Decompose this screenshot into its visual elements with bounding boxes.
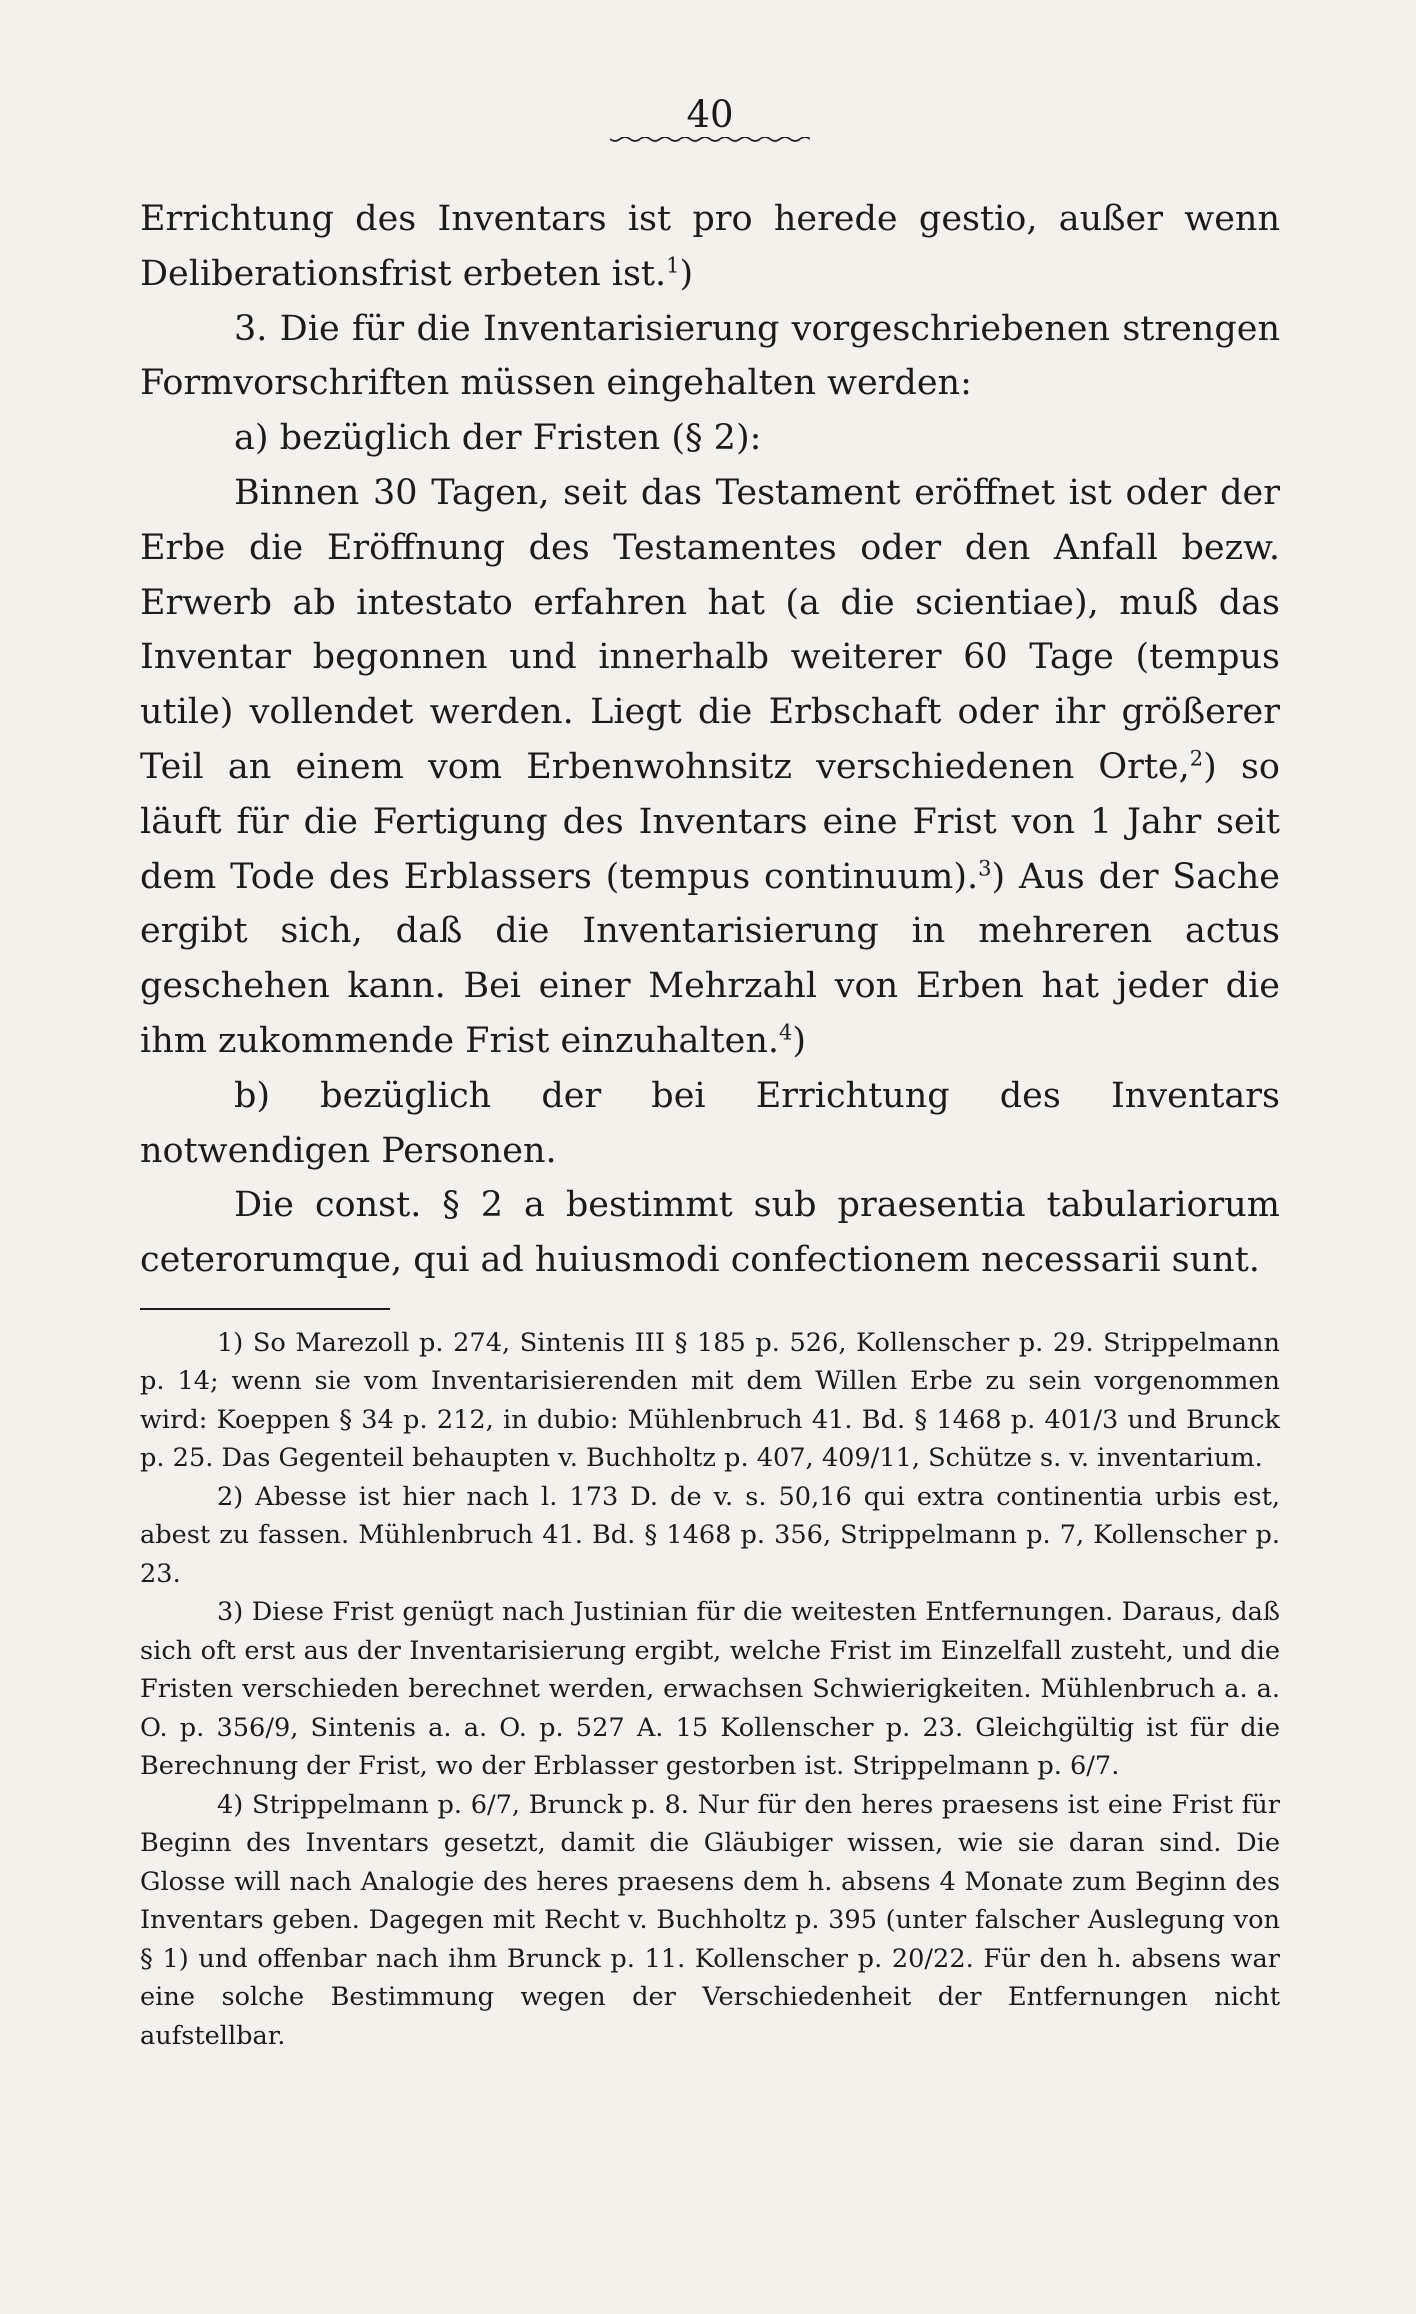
footnote-ref-2: 2	[1189, 746, 1204, 771]
paragraph-4-text: Binnen 30 Tagen, seit das Testament eröffnet ist oder der Erbe die Eröffnung des Testamentes oder den Anfall bezw. Erwerb ab intestato erfahren hat (a die scientiae), muß das Inventar begonnen und innerhalb weiterer 60 Tage (tempus utile) vollendet werden. Liegt die Erbschaft oder ihr größerer Teil an einem vom Erbenwohnsitz verschiedenen Orte,	[140, 472, 1280, 787]
paragraph-1-text: Errichtung des Inventars ist pro herede gestio, außer wenn Deliberationsfrist erbeten ist.	[140, 199, 1280, 294]
footnote-4: 4) Strippelmann p. 6/7, Brunck p. 8. Nur für den heres praesens ist eine Frist für Beginn des Inventars gesetzt, damit die Gläubiger wissen, wie sie daran sind. Die Glosse will nach Analogie des heres praesens dem h. absens 4 Monate zum Beginn des Inventars geben. Dagegen mit Recht v. Buchholtz p. 395 (unter falscher Auslegung von § 1) und offenbar nach ihm Brunck p. 11. Kollenscher p. 20/22. Für den h. absens war eine solche Bestimmung wegen der Verschiedenheit der Entfernungen nicht aufstellbar.	[140, 1789, 1280, 2051]
paragraph-4-tail-3: )	[792, 1020, 807, 1061]
footnote-2: 2) Abesse ist hier nach l. 173 D. de v. s. 50,16 qui extra continentia urbis est, abest zu fassen. Mühlenbruch 41. Bd. § 1468 p. 356, Strippelmann p. 7, Kollenscher p. 23.	[140, 1481, 1280, 1589]
footnote-ref-1: 1	[666, 253, 680, 278]
footnote-ref-4: 4	[779, 1020, 793, 1045]
footnote-1: 1) So Marezoll p. 274, Sintenis III § 185 p. 526, Kollenscher p. 29. Strippelmann p. 14; wenn sie vom Inventarisierenden mit dem Willen Erbe zu sein vorgenommen wird: Koeppen § 34 p. 212, in dubio: Mühlenbruch 41. Bd. § 1468 p. 401/3 und Brunck p. 25. Das Gegenteil behaupten v. Buchholtz p. 407, 409/11, Schütze s. v. inventarium.	[140, 1327, 1280, 1474]
footnote-separator	[140, 1308, 390, 1310]
paragraph-3: a) bezüglich der Fristen (§ 2):	[234, 418, 762, 459]
footnote-ref-3: 3	[978, 855, 992, 880]
paragraph-1	[140, 192, 1280, 302]
page-number-ornament	[610, 137, 810, 144]
body-text	[140, 192, 1280, 1288]
footnotes	[140, 1324, 1280, 2056]
paragraph-4-tail: ) so läuft für die Fertigung des Inventars eine Frist von 1 Jahr seit dem Tode des Erblassers (tempus continuum).	[140, 746, 1280, 897]
page-number: 40	[686, 93, 734, 136]
paragraph-1-tail: )	[679, 253, 694, 294]
paragraph-4	[140, 466, 1280, 1069]
footnote-3: 3) Diese Frist genügt nach Justinian für die weitesten Entfernungen. Daraus, daß sich oft erst aus der Inventarisierung ergibt, welche Frist im Einzelfall zusteht, und die Fristen verschieden berechnet werden, erwachsen Schwierigkeiten. Mühlenbruch a. a. O. p. 356/9, Sintenis a. a. O. p. 527 A. 15 Kollenscher p. 23. Gleichgültig ist für die Berechnung der Frist, wo der Erblasser gestorben ist. Strippelmann p. 6/7.	[140, 1597, 1280, 1782]
paragraph-6: Die const. § 2 a bestimmt sub praesentia tabulariorum ceterorumque, qui ad huiusmodi confectionem necessarii sunt.	[140, 1185, 1280, 1281]
paragraph-4-tail-2: ) Aus der Sache ergibt sich, daß die Inventarisierung in mehreren actus geschehen kann. Bei einer Mehrzahl von Erben hat jeder die ihm zukommende Frist einzuhalten.	[140, 856, 1281, 1061]
paragraph-5: b) bezüglich der bei Errichtung des Inventars notwendigen Personen.	[140, 1075, 1280, 1171]
paragraph-2: 3. Die für die Inventarisierung vorgeschriebenen strengen Formvorschriften müssen eingehalten werden:	[140, 308, 1280, 404]
document-page	[140, 95, 1280, 2055]
